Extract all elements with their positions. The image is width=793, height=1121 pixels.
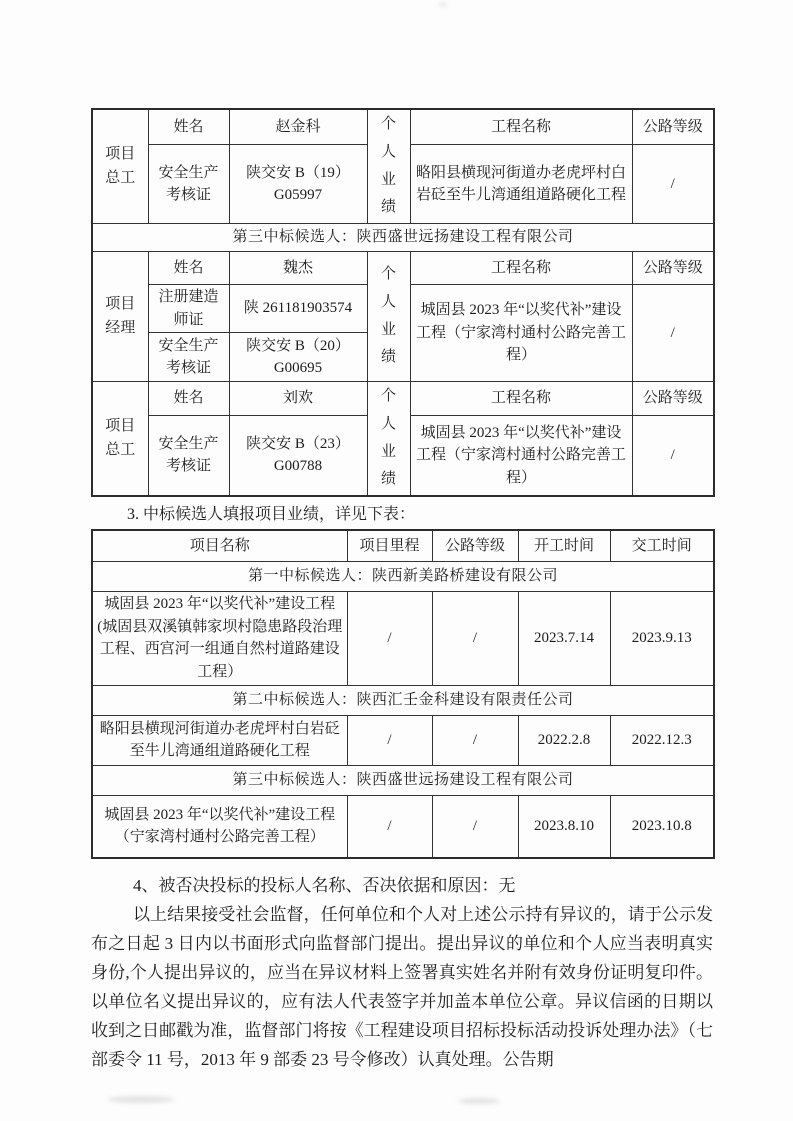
section4-line: 4、被否决投标的投标人名称、否决依据和原因：无 xyxy=(133,876,516,895)
start-date-cell: 2023.8.10 xyxy=(518,795,610,858)
role-cell xyxy=(92,252,148,382)
project-name-cell: 略阳县横现河街道办老虎坪村白岩砭至牛儿湾通组道路硬化工程 xyxy=(92,715,347,765)
candidate-separator-cell: 第三中标候选人：陕西盛世远扬建设工程有限公司 xyxy=(92,765,714,795)
name-label-cell: 姓名 xyxy=(148,382,229,416)
role-label: 项目总工 xyxy=(105,146,136,186)
achievement-label-cell xyxy=(367,109,410,224)
achievement-vertical-label: 个人业绩 xyxy=(380,388,396,488)
project-name-header-cell: 工程名称 xyxy=(410,109,632,145)
achievement-label-cell xyxy=(367,252,410,382)
achievement-label-cell xyxy=(367,382,410,497)
grade-cell: / xyxy=(432,715,518,765)
road-grade-cell: / xyxy=(632,145,714,224)
road-grade-cell: / xyxy=(632,415,714,496)
project-name-cell: 城固县 2023 年“以奖代补”建设工程（宁家湾村通村公路完善工程） xyxy=(410,285,632,382)
table-row xyxy=(92,109,714,145)
table-header-row xyxy=(92,530,714,561)
candidate-separator-cell: 第三中标候选人：陕西盛世远扬建设工程有限公司 xyxy=(92,224,714,252)
end-date-cell: 2023.9.13 xyxy=(610,591,714,685)
project-name-cell: 城固县 2023 年“以奖代补”建设工程（宁家湾村通村公路完善工程） xyxy=(92,795,347,858)
road-grade-cell: / xyxy=(632,285,714,382)
scan-artifact xyxy=(108,1096,174,1103)
performance-table xyxy=(91,529,715,859)
cert-value-cell: 陕 261181903574 xyxy=(229,285,367,333)
table-row xyxy=(92,765,714,795)
candidate-separator-cell: 第一中标候选人：陕西新美路桥建设有限公司 xyxy=(92,561,714,591)
project-name-header-cell: 工程名称 xyxy=(410,382,632,416)
cert-label-cell: 安全生产考核证 xyxy=(148,333,229,382)
start-date-cell: 2023.7.14 xyxy=(518,591,610,685)
scan-artifact xyxy=(438,3,448,6)
mileage-cell: / xyxy=(347,591,432,685)
table-row xyxy=(92,561,714,591)
grade-cell: / xyxy=(432,591,518,685)
table-row xyxy=(92,715,714,765)
cert-label-cell: 注册建造师证 xyxy=(148,285,229,333)
table-row xyxy=(92,795,714,858)
cert-value-cell: 陕交安 B（23）G00788 xyxy=(229,415,367,496)
column-header-project: 项目名称 xyxy=(92,530,347,561)
road-grade-header-cell: 公路等级 xyxy=(632,252,714,285)
cert-label-cell: 安全生产考核证 xyxy=(148,145,229,224)
scan-artifact xyxy=(458,1098,500,1104)
start-date-cell: 2022.2.8 xyxy=(518,715,610,765)
project-name-cell: 略阳县横现河街道办老虎坪村白岩砭至牛儿湾通组道路硬化工程 xyxy=(410,145,632,224)
cert-value-cell: 陕交安 B（19）G05997 xyxy=(229,145,367,224)
road-grade-header-cell: 公路等级 xyxy=(632,109,714,145)
cert-label-cell: 安全生产考核证 xyxy=(148,415,229,496)
name-value-cell: 赵金科 xyxy=(229,109,367,145)
mileage-cell: / xyxy=(347,715,432,765)
table-row xyxy=(92,224,714,252)
document-content xyxy=(91,108,713,1074)
candidate-separator-cell: 第二中标候选人：陕西汇壬金科建设有限责任公司 xyxy=(92,685,714,715)
column-header-end-date: 交工时间 xyxy=(610,530,714,561)
column-header-grade: 公路等级 xyxy=(432,530,518,561)
name-value-cell: 刘欢 xyxy=(229,382,367,416)
cert-value-cell: 陕交安 B（20）G00695 xyxy=(229,333,367,382)
name-label-cell: 姓名 xyxy=(148,252,229,285)
mileage-cell: / xyxy=(347,795,432,858)
project-name-cell: 城固县 2023 年“以奖代补”建设工程(城固县双溪镇韩家坝村隐患路段治理工程、西宫河一组通自然村道路建设工程） xyxy=(92,591,347,685)
table-row xyxy=(92,591,714,685)
name-label-cell: 姓名 xyxy=(148,109,229,145)
grade-cell: / xyxy=(432,795,518,858)
table-row xyxy=(92,382,714,416)
achievement-vertical-label: 个人业绩 xyxy=(380,266,396,366)
section3-heading: 3. 中标候选人填报项目业绩，详见下表： xyxy=(127,506,416,523)
end-date-cell: 2023.10.8 xyxy=(610,795,714,858)
column-header-start-date: 开工时间 xyxy=(518,530,610,561)
personnel-table xyxy=(91,108,715,497)
role-cell xyxy=(92,109,148,224)
table-row xyxy=(92,685,714,715)
project-name-header-cell: 工程名称 xyxy=(410,252,632,285)
name-value-cell: 魏杰 xyxy=(229,252,367,285)
column-header-mileage: 项目里程 xyxy=(347,530,432,561)
notice-paragraph: 以上结果接受社会监督，任何单位和个人对上述公示持有异议的，请于公示发布之日起 3 日内以书面形式向监督部门提出。提出异议的单位和个人应当表明真实身份,个人提出异议的，应当在异议材料上签署真实姓名并附有效身份证明复印件。以单位名义提出异议的，应有法人代表签字并加盖本单位公章。异议信函的日期以收到之日邮戳为准，监督部门将按《工程建设项目招标投标活动投诉处理办法》（七部委令 11 号，2013 年 9 部委 23 号令修改）认真处理。公告期 xyxy=(91,905,713,1069)
road-grade-header-cell: 公路等级 xyxy=(632,382,714,416)
table-row xyxy=(92,252,714,285)
role-label: 项目总工 xyxy=(105,418,136,458)
role-cell xyxy=(92,382,148,497)
end-date-cell: 2022.12.3 xyxy=(610,715,714,765)
project-name-cell: 城固县 2023 年“以奖代补”建设工程（宁家湾村通村公路完善工程） xyxy=(410,415,632,496)
role-label: 项目经理 xyxy=(105,296,136,336)
achievement-vertical-label: 个人业绩 xyxy=(380,116,396,216)
